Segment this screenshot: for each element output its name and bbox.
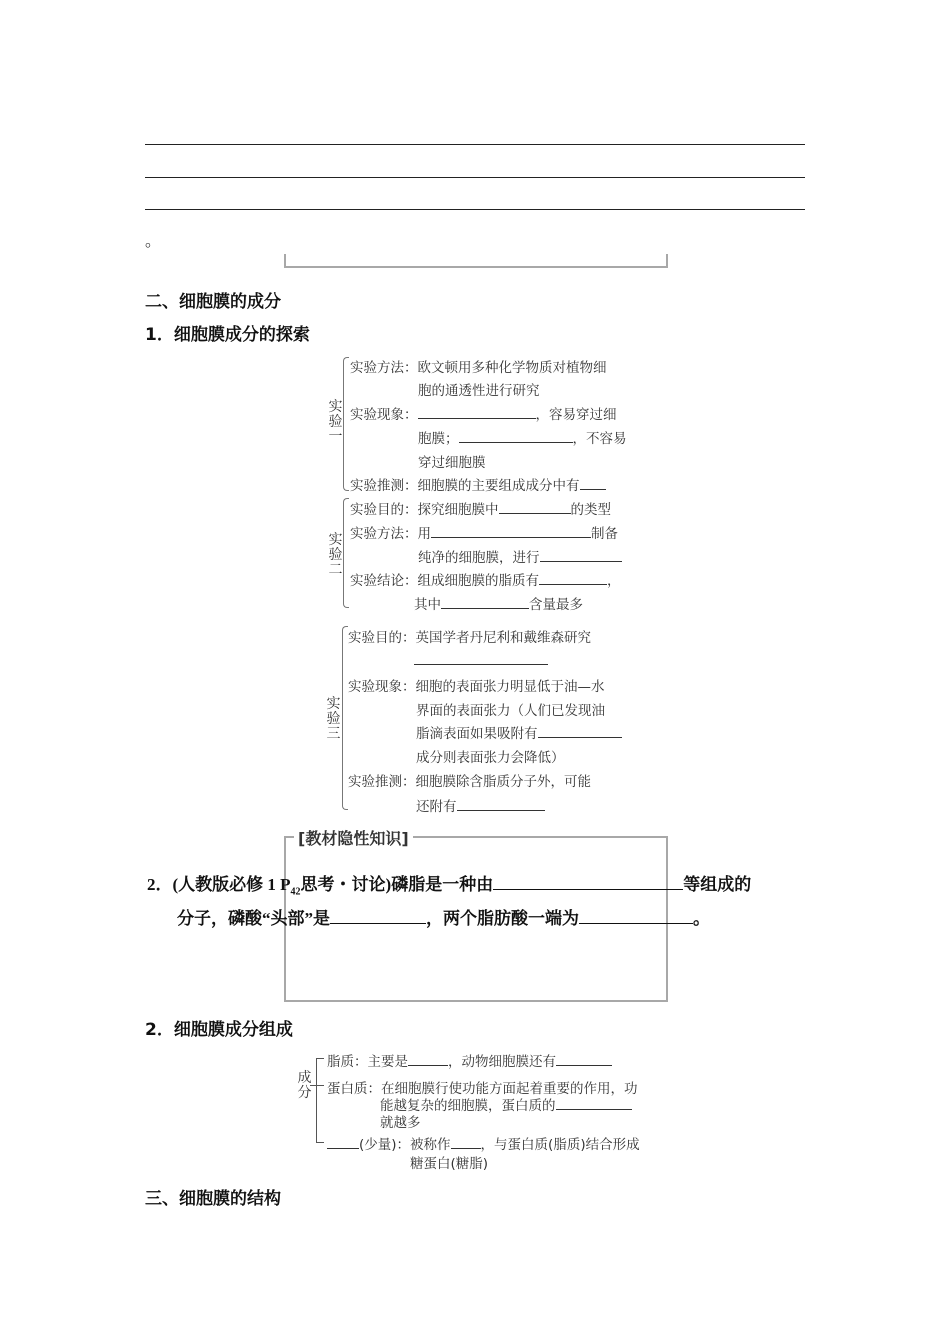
- blank[interactable]: [580, 475, 606, 490]
- comp-brace: [316, 1058, 323, 1142]
- blank[interactable]: [330, 907, 426, 924]
- exp2-concl: 实验结论：组成细胞膜的脂质有 ，: [350, 569, 621, 589]
- exp1-phen-b: 胞膜； ，不容易: [418, 427, 627, 447]
- exp1-phen-c: 穿过细胞膜: [418, 455, 486, 471]
- answer-line-3: [145, 209, 805, 210]
- exp2-label: 实 验 二: [328, 532, 343, 578]
- exp3-phen-a: 实验现象：细胞的表面张力明显低于油—水: [348, 679, 605, 695]
- answer-line-1: [145, 144, 805, 145]
- answer-line-2: [145, 177, 805, 178]
- comp-label: 成 分: [297, 1070, 312, 1101]
- hidden-knowledge-title: [教材隐性知识]: [294, 826, 413, 849]
- exp2-method: 实验方法：用 制备: [350, 522, 618, 542]
- blank[interactable]: [499, 499, 571, 514]
- exp1-infer: 实验推测：细胞膜的主要组成成分中有: [350, 474, 606, 494]
- comp-protein-c: 就越多: [380, 1115, 421, 1131]
- blank[interactable]: [539, 570, 607, 585]
- blank[interactable]: [459, 428, 573, 443]
- box-bottom-bracket: [284, 254, 668, 268]
- exp3-aim: 实验目的：英国学者丹尼利和戴维森研究: [348, 630, 591, 646]
- top-period: 。: [145, 231, 162, 250]
- q2-line1: 2．(人教版必修 1 $P_{42}$思考・讨论)磷脂是一种由 等组成的: [147, 875, 752, 898]
- section2-sub1: 1．细胞膜成分的探索: [145, 325, 310, 345]
- blank[interactable]: [556, 1051, 612, 1066]
- comp-protein-a: 蛋白质：在细胞膜行使功能方面起着重要的作用，功: [327, 1081, 638, 1097]
- exp1-brace: [343, 357, 349, 491]
- exp3-infer-b: 还附有: [416, 795, 545, 815]
- exp1-label: 实 验 一: [328, 399, 343, 445]
- blank[interactable]: [493, 873, 683, 890]
- blank[interactable]: [451, 1134, 481, 1149]
- exp2-concl-b: 其中 含量最多: [414, 593, 583, 613]
- blank[interactable]: [457, 796, 545, 811]
- exp3-label: 实 验 三: [326, 696, 341, 742]
- exp2-brace: [343, 498, 349, 608]
- exp3-infer-a: 实验推测：细胞膜除含脂质分子外，可能: [348, 774, 591, 790]
- blank[interactable]: [540, 547, 622, 562]
- blank[interactable]: [414, 650, 548, 665]
- blank[interactable]: [418, 404, 536, 419]
- blank[interactable]: [431, 523, 591, 538]
- blank[interactable]: [538, 723, 622, 738]
- q2-line2: 分子，磷酸“头部”是 ，两个脂肪酸一端为 。: [177, 909, 710, 928]
- comp-tick-1: [316, 1058, 324, 1059]
- exp3-aim-blank: [414, 650, 548, 669]
- section3-title: 三、细胞膜的结构: [145, 1189, 281, 1209]
- blank[interactable]: [556, 1095, 632, 1110]
- blank[interactable]: [327, 1134, 359, 1149]
- comp-sugar-b: 糖蛋白(糖脂): [410, 1156, 489, 1172]
- blank[interactable]: [408, 1051, 448, 1066]
- exp2-aim: 实验目的：探究细胞膜中 的类型: [350, 498, 611, 518]
- exp3-phen-b: 界面的表面张力（人们已发现油: [416, 703, 605, 719]
- comp-tick-2: [310, 1085, 324, 1086]
- comp-sugar-a: (少量)：被称作 ，与蛋白质(脂质)结合形成: [327, 1133, 640, 1153]
- exp3-phen-c: 脂滴表面如果吸附有: [416, 722, 622, 742]
- comp-lipid: 脂质：主要是 ，动物细胞膜还有: [327, 1050, 612, 1070]
- comp-tick-3: [316, 1142, 324, 1143]
- blank[interactable]: [579, 907, 693, 924]
- exp2-method-b: 纯净的细胞膜，进行: [418, 546, 622, 566]
- exp1-method-a: 实验方法：欧文顿用多种化学物质对植物细: [350, 360, 607, 376]
- comp-protein-b: 能越复杂的细胞膜，蛋白质的: [380, 1094, 632, 1114]
- section2-title: 二、细胞膜的成分: [145, 292, 281, 312]
- exp3-phen-d: 成分则表面张力会降低）: [416, 750, 565, 766]
- blank[interactable]: [441, 594, 529, 609]
- exp1-phen-a: 实验现象： ，容易穿过细: [350, 403, 617, 423]
- exp1-method-b: 胞的通透性进行研究: [418, 383, 540, 399]
- section2-sub2: 2．细胞膜成分组成: [145, 1020, 293, 1040]
